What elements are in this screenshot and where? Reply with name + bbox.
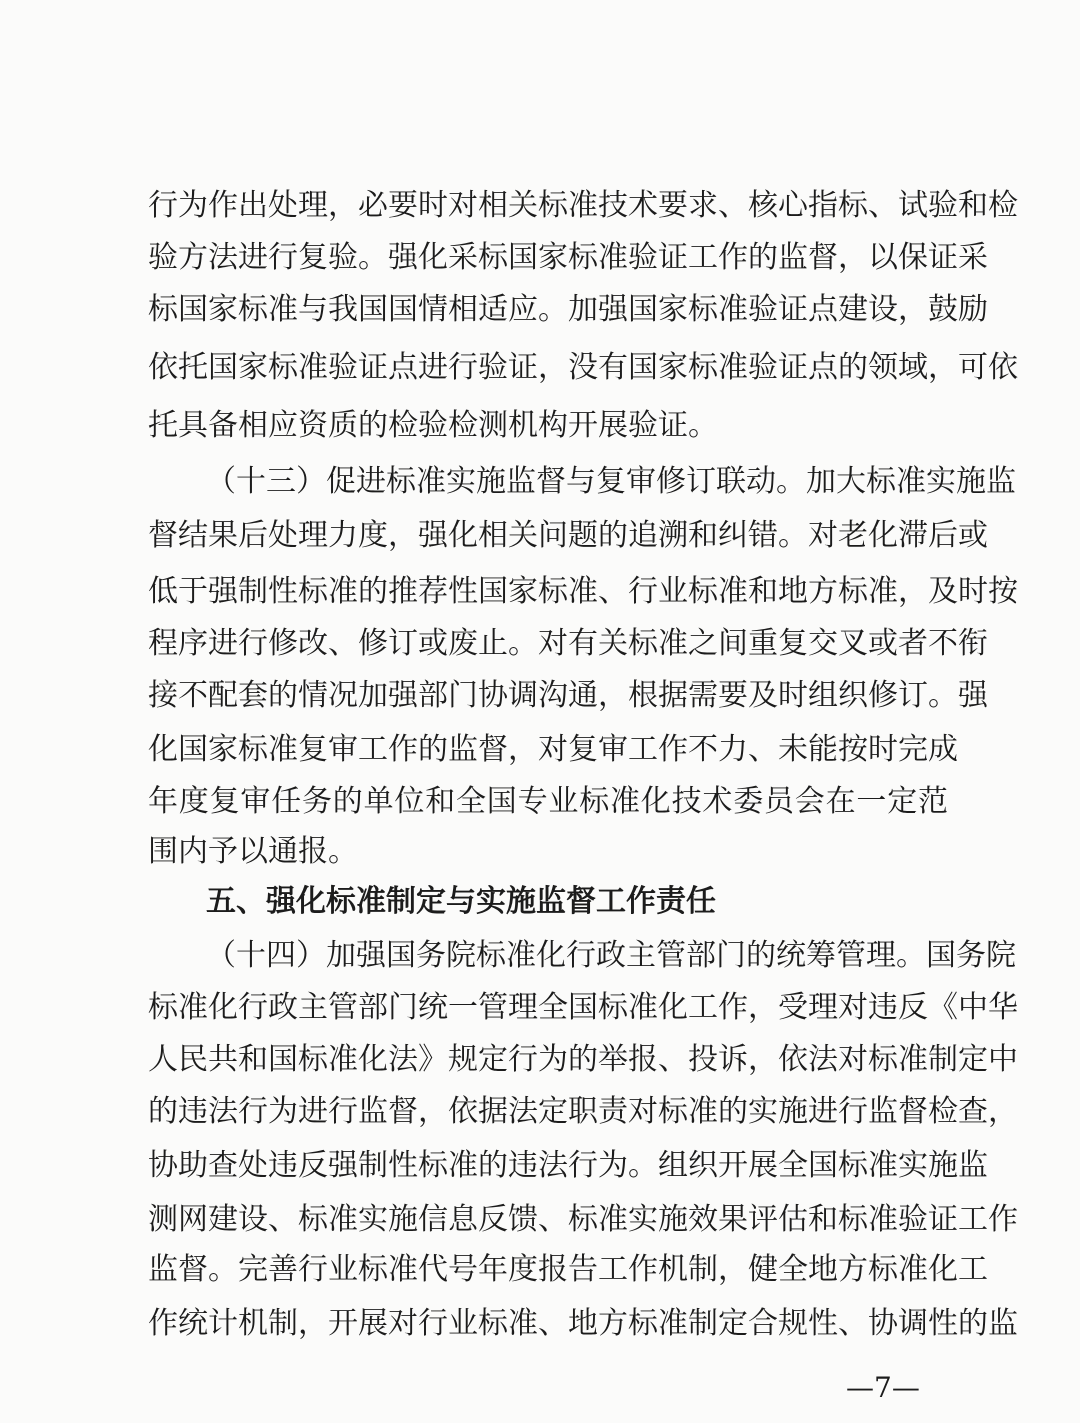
section-heading: 五、强化标准制定与实施监督工作责任 bbox=[206, 884, 716, 919]
text-line: 标准化行政主管部门统一管理全国标准化工作，受理对违反《中华 bbox=[148, 990, 1018, 1025]
text-line: 接不配套的情况加强部门协调沟通，根据需要及时组织修订。强 bbox=[148, 678, 988, 713]
text-line: 托具备相应资质的检验检测机构开展验证。 bbox=[148, 408, 718, 443]
text-line: 化国家标准复审工作的监督，对复审工作不力、未能按时完成 bbox=[148, 732, 958, 767]
text-line: 的违法行为进行监督，依据法定职责对标准的实施进行监督检查， bbox=[148, 1094, 1018, 1129]
text-line: 协助查处违反强制性标准的违法行为。组织开展全国标准实施监 bbox=[148, 1148, 988, 1183]
text-line: 依托国家标准验证点进行验证，没有国家标准验证点的领域，可依 bbox=[148, 350, 1018, 385]
text-line: 年度复审任务的单位和全国专业标准化技术委员会在一定范 bbox=[148, 784, 948, 819]
text-line: 测网建设、标准实施信息反馈、标准实施效果评估和标准验证工作 bbox=[148, 1202, 1018, 1237]
text-line: 程序进行修改、修订或废止。对有关标准之间重复交叉或者不衔 bbox=[148, 626, 988, 661]
page-number: —7— bbox=[846, 1371, 920, 1404]
text-line: 低于强制性标准的推荐性国家标准、行业标准和地方标准，及时按 bbox=[148, 574, 1018, 609]
text-line: （十四）加强国务院标准化行政主管部门的统筹管理。国务院 bbox=[206, 938, 1016, 973]
text-line: 督结果后处理力度，强化相关问题的追溯和纠错。对老化滞后或 bbox=[148, 518, 988, 553]
text-line: 围内予以通报。 bbox=[148, 834, 358, 869]
text-line: 行为作出处理，必要时对相关标准技术要求、核心指标、试验和检 bbox=[148, 188, 1018, 223]
text-line: 人民共和国标准化法》规定行为的举报、投诉，依法对标准制定中 bbox=[148, 1042, 1018, 1077]
text-line: （十三）促进标准实施监督与复审修订联动。加大标准实施监 bbox=[206, 464, 1016, 499]
text-line: 验方法进行复验。强化采标国家标准验证工作的监督，以保证采 bbox=[148, 240, 988, 275]
text-line: 标国家标准与我国国情相适应。加强国家标准验证点建设，鼓励 bbox=[148, 292, 988, 327]
text-line: 作统计机制，开展对行业标准、地方标准制定合规性、协调性的监 bbox=[148, 1306, 1018, 1341]
text-line: 监督。完善行业标准代号年度报告工作机制，健全地方标准化工 bbox=[148, 1252, 988, 1287]
